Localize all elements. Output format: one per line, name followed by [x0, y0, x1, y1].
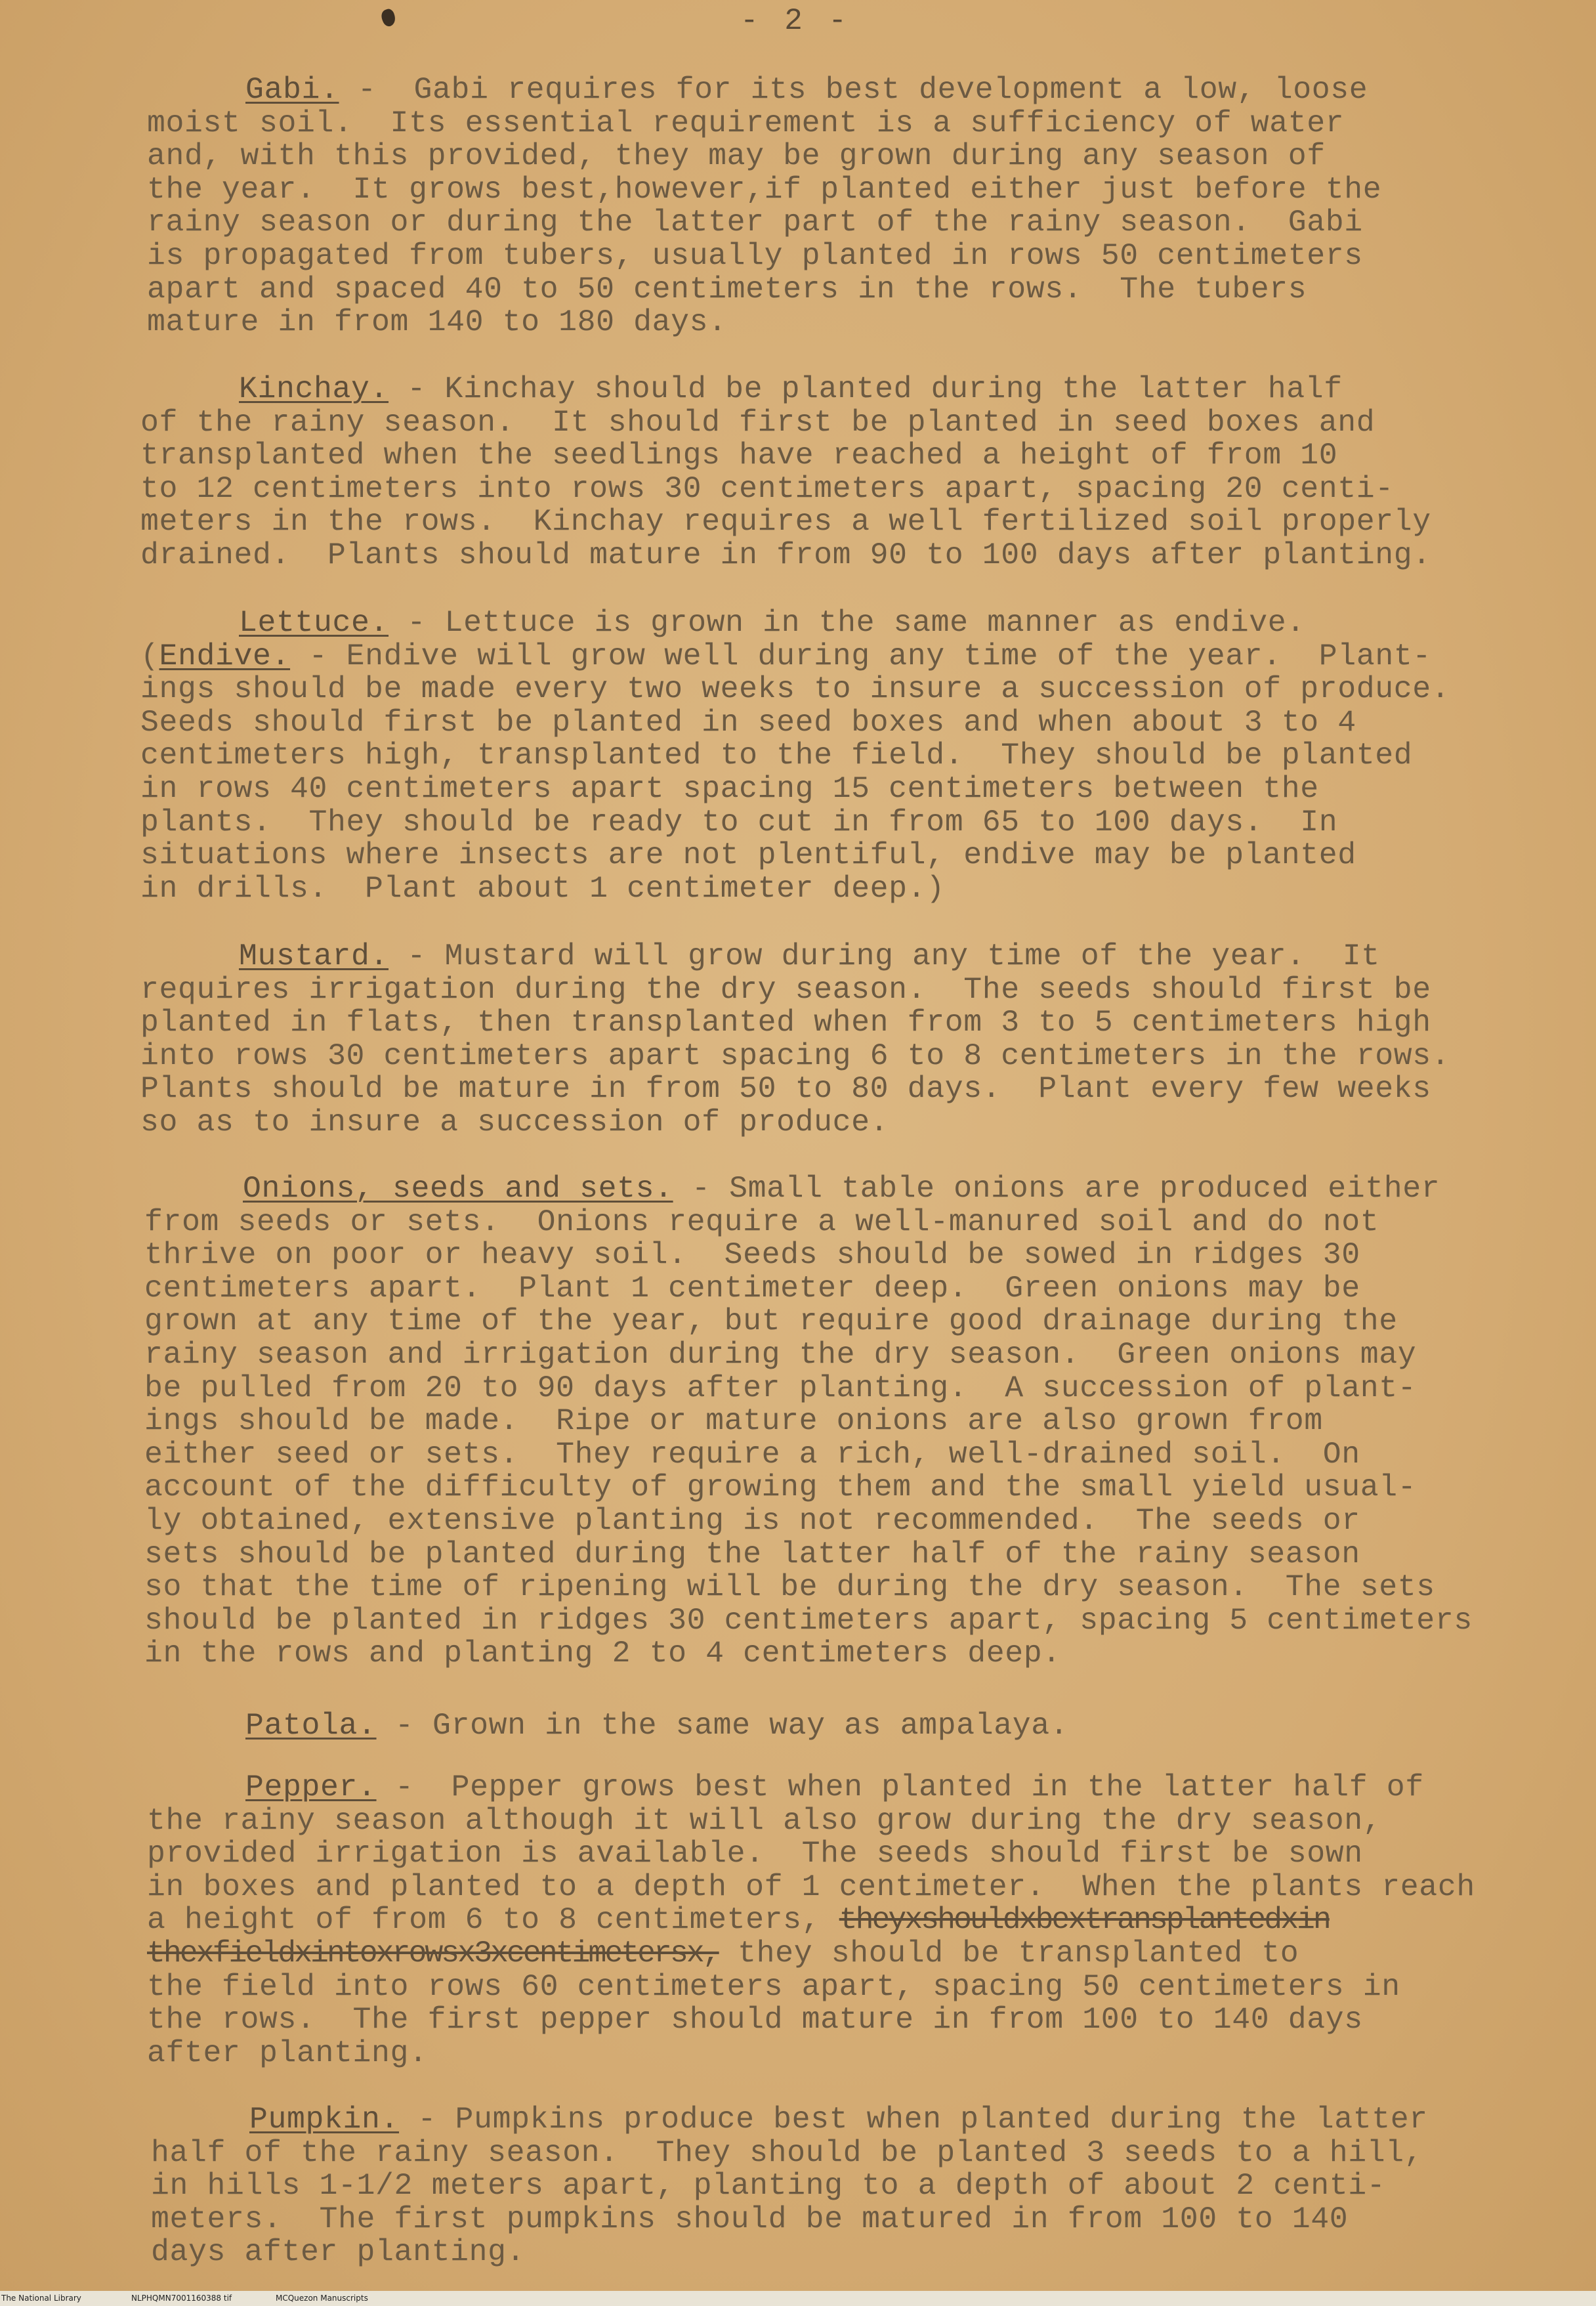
text-line: - Mustard will grow during any time of the year. It [388, 939, 1380, 973]
text-line: planted in flats, then transplanted when from 3 to 5 centimeters high [140, 1005, 1431, 1040]
paragraph-lettuce [140, 607, 1450, 905]
text-line: grown at any time of the year, but require good drainage during the [144, 1304, 1398, 1339]
text-line: and, with this provided, they may be grown during any season of [147, 139, 1326, 174]
text-line: meters in the rows. Kinchay requires a well fertilized soil properly [140, 504, 1431, 540]
text-line: - Kinchay should be planted during the latter half [388, 372, 1343, 406]
text-line: - Grown in the same way as ampalaya. [376, 1708, 1069, 1743]
heading-mustard: Mustard. [239, 939, 389, 973]
text-line: the rows. The first pepper should mature in from 100 to 140 days [147, 2002, 1363, 2038]
text-line: ings should be made every two weeks to insure a succession of produce. [140, 672, 1450, 707]
text-line: sets should be planted during the latter half of the rainy season [144, 1536, 1360, 1571]
struck-out-text: thexfieldxintoxrowsx3xcentimetersx, [147, 1935, 719, 1971]
paragraph-pumpkin [151, 2103, 1428, 2269]
text-line: moist soil. Its essential requirement is a sufficiency of water [147, 105, 1345, 140]
heading-pumpkin: Pumpkin. [249, 2102, 400, 2137]
text-line: in the rows and planting 2 to 4 centimeters deep. [144, 1636, 1061, 1671]
heading-pepper: Pepper. [245, 1770, 377, 1804]
text-line: Seeds should first be planted in seed boxes and when about 3 to 4 [140, 704, 1356, 740]
text-line: after planting. [147, 2035, 428, 2070]
text-line: - Small table onions are produced either [673, 1171, 1440, 1206]
open-paren: ( [140, 638, 159, 673]
text-line: should be planted in ridges 30 centimeters apart, spacing 5 centimeters [144, 1602, 1473, 1638]
struck-out-text: theyxshouldxbextransplantedxin [839, 1902, 1330, 1938]
paragraph-gabi [147, 74, 1381, 339]
text-line: drained. Plants should mature in from 90 to 100 days after planting. [140, 537, 1431, 572]
page-number: - 2 - [740, 4, 851, 38]
text-line: meters. The first pumpkins should be matured in from 100 to 140 [151, 2201, 1349, 2236]
archive-footer [0, 2291, 1596, 2306]
paragraph-pepper [147, 1771, 1475, 2070]
text-line: transplanted when the seedlings have reached a height of from 10 [140, 438, 1338, 473]
text-line: to 12 centimeters into rows 30 centimeters apart, spacing 20 centi- [140, 471, 1394, 506]
text-line: ings should be made. Ripe or mature onions are also grown from [144, 1403, 1323, 1439]
text-line: centimeters high, transplanted to the field. They should be planted [140, 738, 1413, 773]
text-line: be pulled from 20 to 90 days after planting. A succession of plant- [144, 1370, 1417, 1405]
text-line: the rainy season although it will also grow during the dry season, [147, 1803, 1382, 1838]
heading-gabi: Gabi. [245, 72, 339, 107]
heading-onions: Onions, seeds and sets. [243, 1171, 673, 1206]
text-line: in boxes and planted to a depth of 1 centimeter. When the plants reach [147, 1869, 1475, 1904]
text-line: account of the difficulty of growing them and the small yield usual- [144, 1470, 1417, 1505]
punch-hole-mark [379, 7, 398, 28]
paragraph-mustard [140, 940, 1450, 1140]
text-line: of the rainy season. It should first be planted in seed boxes and [140, 404, 1376, 440]
footer-collection: MCQuezon Manuscripts [276, 2294, 368, 2303]
text-line: - Pumpkins produce best when planted during the latter [399, 2102, 1428, 2137]
text-line: in drills. Plant about 1 centimeter deep.) [140, 870, 945, 906]
heading-kinchay: Kinchay. [239, 372, 389, 406]
text-line: rainy season and irrigation during the dry season. Green onions may [144, 1336, 1417, 1372]
text-line: in rows 40 centimeters apart spacing 15 centimeters between the [140, 771, 1319, 806]
text-line: provided irrigation is available. The seeds should first be sown [147, 1836, 1363, 1871]
text-line: - Gabi requires for its best development a low, loose [339, 72, 1368, 107]
text-line: a height of from 6 to 8 centimeters, [147, 1902, 839, 1938]
heading-patola: Patola. [245, 1708, 377, 1743]
text-line: rainy season or during the latter part of the rainy season. Gabi [147, 205, 1363, 240]
heading-lettuce: Lettuce. [239, 605, 389, 640]
text-line: - Pepper grows best when planted in the latter half of [376, 1770, 1424, 1804]
text-line: ly obtained, extensive planting is not recommended. The seeds or [144, 1503, 1360, 1538]
text-line: apart and spaced 40 to 50 centimeters in the rows. The tubers [147, 271, 1307, 307]
text-line: mature in from 140 to 180 days. [147, 305, 727, 340]
text-line: the year. It grows best,however,if planted either just before the [147, 171, 1382, 207]
text-line: requires irrigation during the dry season. The seeds should first be [140, 972, 1431, 1007]
text-line: is propagated from tubers, usually planted in rows 50 centimeters [147, 238, 1363, 273]
text-line: so as to insure a succession of produce. [140, 1104, 889, 1140]
text-line: half of the rainy season. They should be planted 3 seeds to a hill, [151, 2135, 1423, 2170]
text-line: situations where insects are not plentiful, endive may be planted [140, 838, 1356, 873]
text-line: days after planting. [151, 2234, 526, 2270]
text-line: thrive on poor or heavy soil. Seeds should be sowed in ridges 30 [144, 1237, 1360, 1273]
text-line: either seed or sets. They require a rich, well-drained soil. On [144, 1436, 1360, 1472]
heading-endive: Endive. [159, 638, 291, 673]
text-line: - Lettuce is grown in the same manner as endive. [388, 605, 1305, 640]
text-line: into rows 30 centimeters apart spacing 6 to 8 centimeters in the rows. [140, 1038, 1450, 1073]
text-line: from seeds or sets. Onions require a well-manured soil and do not [144, 1204, 1379, 1239]
paragraph-kinchay [140, 373, 1431, 572]
text-line: they should be transplanted to [719, 1935, 1299, 1971]
footer-file-id: NLPHQMN7001160388 tif [131, 2294, 232, 2303]
text-line: in hills 1-1/2 meters apart, planting to a depth of about 2 centi- [151, 2168, 1386, 2204]
text-line: the field into rows 60 centimeters apart, spacing 50 centimeters in [147, 1969, 1400, 2004]
paragraph-patola [147, 1709, 1068, 1743]
text-line: - Endive will grow well during any time of the year. Plant- [290, 638, 1431, 673]
text-line: Plants should be mature in from 50 to 80 days. Plant every few weeks [140, 1071, 1431, 1107]
text-line: centimeters apart. Plant 1 centimeter deep. Green onions may be [144, 1270, 1360, 1306]
text-line: plants. They should be ready to cut in from 65 to 100 days. In [140, 804, 1338, 840]
footer-source: The National Library [1, 2294, 81, 2303]
text-line: so that the time of ripening will be during the dry season. The sets [144, 1569, 1435, 1605]
paragraph-onions [144, 1172, 1473, 1671]
